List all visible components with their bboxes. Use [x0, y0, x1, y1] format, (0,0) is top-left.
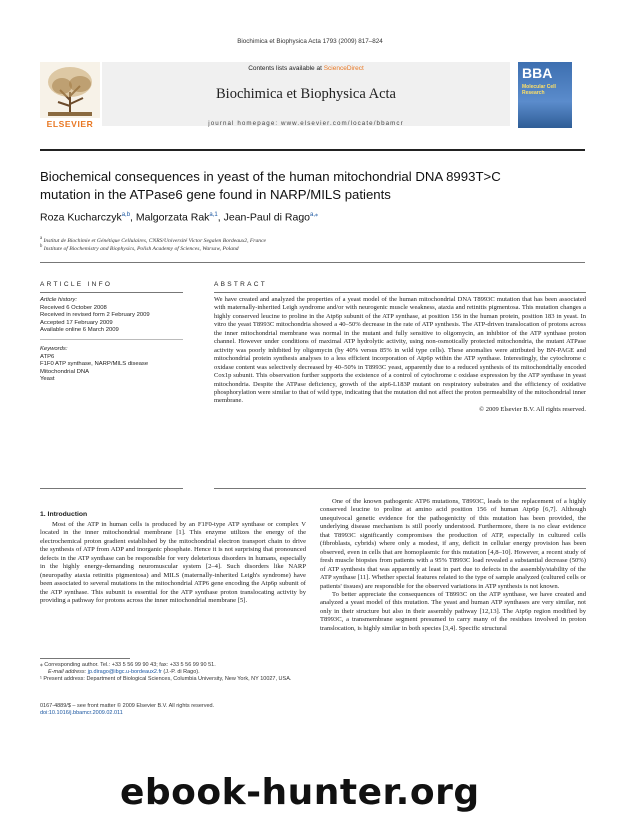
- email-suffix: (J.-P. di Rago).: [161, 669, 200, 675]
- journal-homepage[interactable]: journal homepage: www.elsevier.com/locate/bbamcr: [208, 120, 404, 127]
- email-link[interactable]: jp.dirago@ibgc.u-bordeaux2.fr: [87, 669, 162, 675]
- left-column: [40, 521, 306, 606]
- affiliation-text: Institut de Biochimie et Génétique Cellulaires, CNRS/Université Victor Segalen Bordeaux2, France: [43, 237, 267, 244]
- title-line-1: Biochemical consequences in yeast of the human mitochondrial DNA 8993T>C: [40, 169, 501, 184]
- footnote-rule: [40, 658, 130, 659]
- divider: [40, 488, 183, 489]
- author-name: Roza Kucharczyk: [40, 211, 122, 224]
- journal-title: Biochimica et Biophysica Acta: [216, 86, 396, 102]
- email-label: E-mail address:: [48, 669, 88, 675]
- affiliation-mark: b: [40, 244, 43, 249]
- divider: [40, 339, 183, 340]
- article-info-heading: ARTICLE INFO: [40, 281, 113, 288]
- divider: [40, 292, 183, 293]
- history-item: Accepted 17 February 2009: [40, 319, 113, 326]
- header-rule: [40, 149, 585, 151]
- author-affiliation-mark[interactable]: a,b: [121, 212, 131, 218]
- issn-line: 0167-4889/$ – see front matter © 2009 Elsevier B.V. All rights reserved.: [40, 703, 215, 709]
- doi-link[interactable]: doi:10.1016/j.bbamcr.2009.02.011: [40, 710, 123, 716]
- keywords-label: Keywords:: [40, 346, 68, 352]
- cover-title: BBA: [522, 65, 553, 81]
- keyword: Mitochondrial DNA: [40, 368, 90, 375]
- contents-line: [102, 65, 510, 72]
- divider: [214, 488, 586, 489]
- right-column: [320, 498, 586, 633]
- affiliation: [40, 244, 239, 252]
- sciencedirect-link[interactable]: ScienceDirect: [323, 65, 364, 72]
- article-title: [40, 168, 585, 204]
- keyword: Yeast: [40, 376, 55, 383]
- keywords: [40, 346, 180, 384]
- article-history: [40, 297, 180, 335]
- cover-subtitle-line-1: Molecular Cell: [522, 84, 556, 90]
- journal-cover: [518, 62, 572, 128]
- author-affiliation-mark[interactable]: a,1: [209, 212, 218, 218]
- email-line: [40, 669, 306, 676]
- section-heading: 1. Introduction: [40, 511, 88, 518]
- paragraph: Most of the ATP in human cells is produced by an F1F0-type ATP synthase or complex V located in the inner mitochondrial membrane [1]. This enzyme utilizes the energy of the electrochemical proton gradient established by the mitochondrial electron transport chain to drive the synthesis of ATP from ADP and inorganic phosphate. Hence it is not surprising that pronounced defects in the ATP synthase can be responsible for very deleterious disorders in humans, especially in the highly energy-demanding neuromuscular system [2–4]. Such disorders like NARP (neuropathy ataxia retinitis pigmentosa) and MILS (maternally-inherited Leigh's syndrome) have been associated to several mutations in the mitochondrial ATP6 gene encoding the Atp6p subunit of the ATP synthase. This subunit is essential for the ATP synthase proton translocating activity by providing a pathway for protons across the inner mitochondrial membrane [5].: [40, 521, 306, 605]
- corresponding-author: ⁎ Corresponding author. Tel.: +33 5 56 99 90 43; fax: +33 5 56 99 90 51.: [40, 662, 216, 668]
- abstract-text: We have created and analyzed the properties of a yeast model of the human mitochondrial DNA T8993C mutation that has been associated with maternally-inherited Leigh syndrome and/or with neurogenic muscle weakness, ataxia and retinitis pigmentosa. This mutation changes a highly conserved leucine to proline in the Atp6p subunit of the ATP synthase, at position 156 in the human protein, position 183 in yeast. In vitro the yeast T8993C mitochondria showed a 40–50% decrease in the rate of ATP synthesis. The ATP-driven translocation of protons across the inner mitochondrial membrane was normal in the mutant and fully sensitive to oligomycin, an inhibitor of the ATP synthase proton channel. However under conditions of maximal ATP hydrolytic activity, using non-osmotically protected mitochondria, the mutant ATPase activity was poorly inhibited by oligomycin (by 40% versus 85% in wild type cells). These anomalies were attributed by BN-PAGE and mitochondrial protein synthesis analyses to a less efficient incorporation of Atp6p within the ATP synthase. Interestingly, the cytochrome c oxidase content was selectively decreased by 40–50% in T8993C yeast, apparently due to a reduced synthesis of its mitochondrially encoded Cox1p subunit. This observation further supports the existence of a control of cytochrome c oxidase expression by the ATP synthase in yeast mitochondria. Despite the ATPase deficiency, growth of the atp6-L183P mutant on respiratory substrates and the efficiency of oxidative phosphorylation were similar to that of wild type, indicating that the mutation did not affect the proton permeability of the mitochondrial inner membrane.: [214, 296, 586, 405]
- author-affiliation-mark[interactable]: a,⁎: [310, 212, 319, 218]
- copyright: © 2009 Elsevier B.V. All rights reserved.: [479, 405, 586, 413]
- elsevier-logo: [40, 62, 100, 130]
- front-matter: [40, 703, 306, 717]
- watermark: ebook-hunter.org: [120, 772, 480, 813]
- cover-subtitle: [522, 84, 556, 96]
- author-list: Roza Kucharczyk$^{a,b}$, Malgorzata Rak$^{a,1}$, Jean-Paul di Rago$^{a,⁎}$: [40, 211, 319, 224]
- journal-reference: Biochimica et Biophysica Acta 1793 (2009) 817–824: [237, 38, 383, 45]
- contents-prefix: Contents lists available at: [248, 65, 324, 72]
- keyword: ATP6: [40, 353, 55, 360]
- title-line-2: mutation in the ATPase6 gene found in NARP/MILS patients: [40, 187, 391, 202]
- footnotes: [40, 662, 306, 683]
- history-item: Available online 6 March 2009: [40, 327, 119, 334]
- abstract-heading: ABSTRACT: [214, 281, 268, 288]
- divider: [214, 292, 586, 293]
- elsevier-wordmark: ELSEVIER: [46, 119, 94, 129]
- abstract-body: [214, 296, 586, 414]
- affiliation: [40, 236, 266, 244]
- cover-subtitle-line-2: Research: [522, 90, 545, 96]
- divider: [40, 262, 585, 263]
- present-address: ¹ Present address: Department of Biological Sciences, Columbia University, New York, NY 10027, USA.: [40, 676, 292, 682]
- author-name: Malgorzata Rak: [135, 211, 210, 224]
- history-label: Article history:: [40, 297, 77, 303]
- affiliation-text: Institute of Biochemistry and Biophysics, Polish Academy of Sciences, Warsaw, Poland: [43, 245, 239, 252]
- history-item: Received in revised form 2 February 2009: [40, 312, 150, 319]
- paragraph: To better appreciate the consequences of T8993C on the ATP synthase, we have created and analyzed a yeast model of this mutation. The yeast and human ATP synthases are very similar, not only in their structure but also in their assembly pathway [12,13]. The Atp6p region modified by T8993C, a transmembrane segment presumed to carry many of the residues involved in proton translocation, is highly similar in both species [3,4]. Specific structural: [320, 590, 586, 632]
- history-item: Received 6 October 2008: [40, 304, 107, 311]
- author-name: Jean-Paul di Rago: [223, 211, 310, 224]
- keyword: F1F0 ATP synthase, NARP/MILS disease: [40, 361, 149, 368]
- affiliation-mark: a: [40, 236, 43, 241]
- paragraph: One of the known pathogenic ATP6 mutations, T8993C, leads to the replacement of a highly conserved leucine to proline at amino acid position 156 of human Atp6p [6,7]. Although unequivocal genetic evidence for the pathogenicity of this mutation has been provided, the underlying disease mechanism is still poorly understood. Furthermore, there is no clear evidence that T8993C significantly compromises the production of ATP, especially in cultured cells (fibroblasts, cybrids) where only a modest, if any, deficit in cellular energy provision has been observed, even in cells that are homoplasmic for this mutation [4,8–10]. However, a recent study of fresh muscle biopsies from patients with a 95% T8993C load revealed a substantial decrease (50%) of ATP synthesis that was apparently at least in part due to defects in the assembly/stability of the ATP synthase [11]. Whether special features related to the type of sample analyzed (cultured cells or patients' tissues) are responsible for the observed variations in ATP synthesis is not known.: [320, 498, 586, 590]
